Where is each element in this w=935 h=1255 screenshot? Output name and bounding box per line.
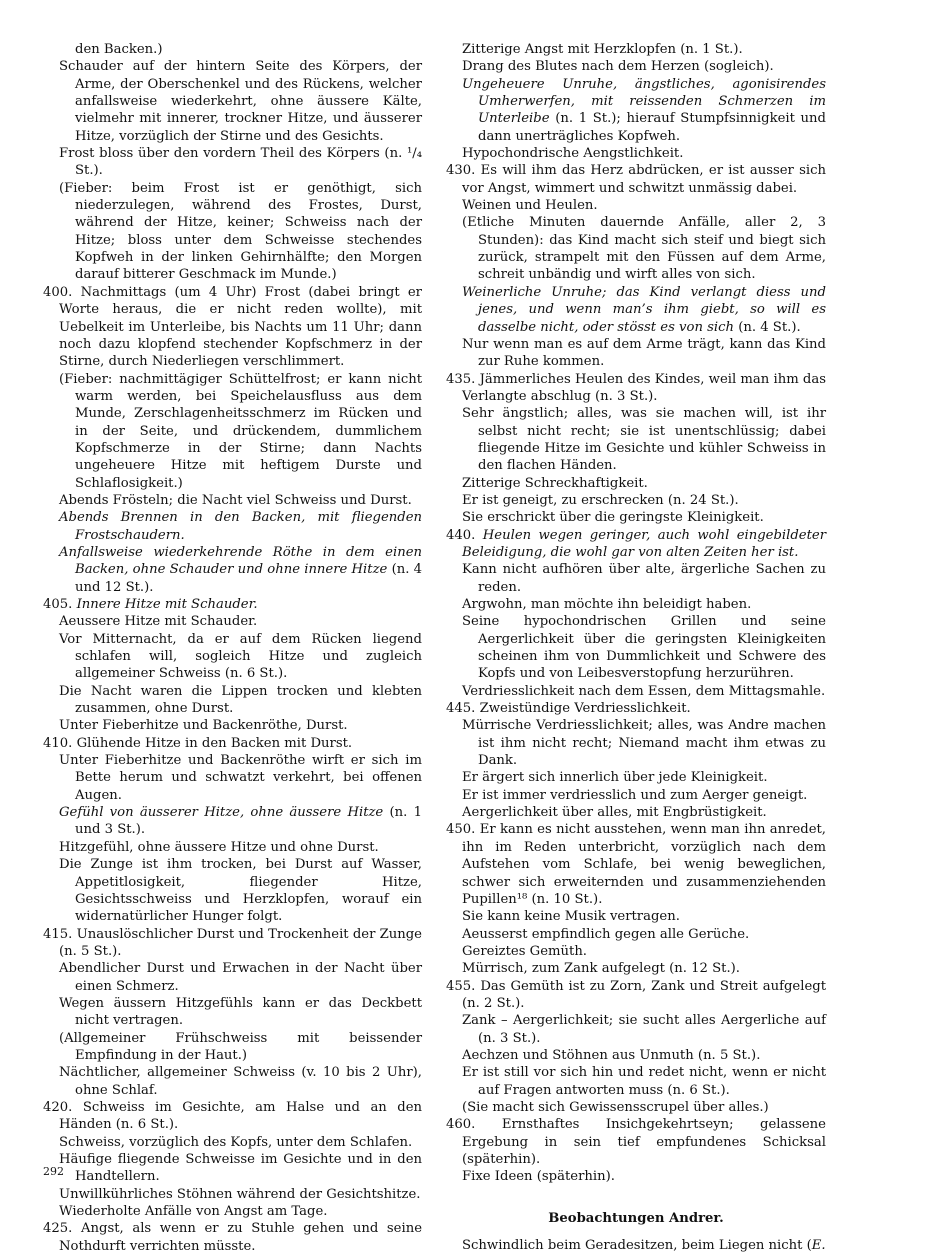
entry-text-italic: Anfallsweise wiederkehrende Röthe in dem einen Backen, ohne Schauder und ohne innere Hitze bbox=[59, 544, 422, 578]
entry bbox=[446, 162, 826, 197]
entry-text: Schauder auf der hintern Seite des Körpers, der Arme, der Oberschenkel und des Rückens, welcher anfallsweise wiederkehrt, ohne äussere Kälte, vielmehr mit innerer, trockner Hitze, und äusserer Hitze, vorzüglich der Stirne und des Gesichts. bbox=[59, 59, 422, 144]
entry-text: Gereiztes Gemüth. bbox=[462, 943, 587, 959]
entry-text: Schwindlich beim Geradesitzen, beim Liegen nicht ( bbox=[462, 1238, 812, 1254]
entry bbox=[446, 700, 826, 717]
entry-text: (Etliche Minuten dauernde Anfälle, aller 2, 3 Stunden): das Kind macht sich steif und biegt sich zurück, strampelt mit den Füssen auf dem Arme, schreit unbändig und wirft alles von sich. bbox=[462, 215, 826, 283]
entry-text: Unter Fieberhitze und Backenröthe, Durst. bbox=[59, 718, 348, 734]
page-number: 292 bbox=[43, 1165, 64, 1178]
entry-text: Er ärgert sich innerlich über jede Kleinigkeit. bbox=[462, 770, 768, 786]
entry bbox=[43, 856, 422, 925]
entry bbox=[43, 596, 422, 613]
entry-text: (Sie macht sich Gewissensscrupel über alles.) bbox=[462, 1099, 769, 1115]
entry-text-italic: E. bbox=[811, 1238, 826, 1254]
entry bbox=[446, 769, 826, 786]
entry bbox=[446, 475, 826, 492]
entry bbox=[43, 804, 422, 839]
entry-text: Zweistündige Verdriesslichkeit. bbox=[479, 701, 691, 717]
entry-text: Es will ihm das Herz abdrücken, er ist ausser sich vor Angst, wimmert und schwitzt unmässig dabei. bbox=[462, 163, 826, 196]
entry bbox=[446, 336, 826, 371]
entry bbox=[446, 197, 826, 214]
entry-number: 420. bbox=[43, 1099, 73, 1115]
entry-text: Er ist geneigt, zu erschrecken (n. 24 St.). bbox=[462, 492, 739, 508]
entry bbox=[43, 492, 422, 509]
entry-number: 415. bbox=[43, 926, 73, 942]
entry bbox=[43, 145, 422, 180]
entry bbox=[446, 1047, 826, 1064]
entry bbox=[43, 1220, 422, 1255]
entry-text: Argwohn, man möchte ihn beleidigt haben. bbox=[462, 597, 752, 612]
entry bbox=[446, 926, 826, 943]
entry bbox=[43, 1030, 422, 1065]
entry bbox=[446, 76, 826, 145]
entry bbox=[446, 145, 826, 162]
entry-text: Aeusserst empfindlich gegen alle Gerüche. bbox=[462, 926, 750, 942]
entry-text-italic: Abends Brennen in den Backen, mit fliegenden Frostschaudern. bbox=[59, 510, 422, 543]
entry-text: Unter Fieberhitze und Backenröthe wirft er sich im Bette herum und schwatzt verkehrt, bei offenen Augen. bbox=[59, 753, 422, 803]
after-heading-entries bbox=[446, 1237, 826, 1254]
entry bbox=[446, 943, 826, 960]
entry-text: Häufige fliegende Schweisse im Gesichte und in den Handtellern. bbox=[59, 1152, 422, 1185]
entry-text: (n. 4 St.). bbox=[734, 319, 801, 335]
entry bbox=[446, 717, 826, 769]
entry bbox=[43, 284, 422, 371]
entry bbox=[43, 613, 422, 630]
entry-number: 410. bbox=[43, 735, 73, 751]
section-heading: Beobachtungen Andrer. bbox=[548, 1210, 724, 1226]
entry-text-italic: Gefühl von äusserer Hitze, ohne äussere Hitze bbox=[59, 805, 384, 821]
entry-text: den Backen.) bbox=[75, 42, 163, 57]
entry-number: 445. bbox=[446, 701, 476, 717]
entry bbox=[43, 1151, 422, 1186]
entry-number: 455. bbox=[446, 978, 476, 994]
entry bbox=[43, 960, 422, 995]
entry-text: Zitterige Angst mit Herzklopfen (n. 1 St.). bbox=[462, 42, 743, 57]
entry-text: Er ist still vor sich hin und redet nicht, wenn er nicht auf Fragen antworten muss (n. 6 St.). bbox=[462, 1065, 826, 1098]
entry-text: Unauslöschlicher Durst und Trockenheit der Zunge (n. 5 St.). bbox=[59, 926, 422, 959]
entry-text: Sie erschrickt über die geringste Kleinigkeit. bbox=[462, 510, 764, 526]
entry-text: Sie kann keine Musik vertragen. bbox=[462, 909, 680, 925]
entry-text: Aechzen und Stöhnen aus Unmuth (n. 5 St.). bbox=[462, 1047, 761, 1063]
entry-text: Abends Frösteln; die Nacht viel Schweiss und Durst. bbox=[59, 492, 412, 508]
entry-text: Wiederholte Anfälle von Angst am Tage. bbox=[59, 1204, 328, 1220]
entry bbox=[43, 1134, 422, 1151]
entry bbox=[43, 926, 422, 961]
entry-text: Ernsthaftes Insichgekehrtseyn; gelassene Ergebung in sein tief empfundenes Schicksal (späterhin). bbox=[462, 1117, 826, 1167]
entry-number: 425. bbox=[43, 1221, 73, 1237]
entry-text: Abendlicher Durst und Erwachen in der Nacht über einen Schmerz. bbox=[59, 961, 422, 994]
entry-text: Die Zunge ist ihm trocken, bei Durst auf Wasser, Appetitlosigkeit, fliegender Hitze, Gesichtsschweiss und Herzklopfen, worauf ein widernatürlicher Hunger folgt. bbox=[59, 857, 422, 925]
entry-text-italic: Weinerliche Unruhe; das Kind verlangt diess und jenes, und wenn man’s ihm giebt, so will es dasselbe nicht, oder stösst es von sich bbox=[462, 284, 826, 335]
entry bbox=[43, 180, 422, 284]
entry bbox=[43, 544, 422, 596]
entry-text: Jämmerliches Heulen des Kindes, weil man ihm das Verlangte abschlug (n. 3 St.). bbox=[462, 371, 826, 404]
left-column bbox=[43, 41, 422, 1255]
entry bbox=[446, 908, 826, 925]
entry bbox=[446, 58, 826, 75]
entry-text: Schweiss, vorzüglich des Kopfs, unter dem Schlafen. bbox=[59, 1134, 413, 1150]
entry bbox=[43, 1099, 422, 1134]
right-column bbox=[446, 41, 826, 1254]
entry bbox=[43, 371, 422, 492]
entry bbox=[446, 371, 826, 406]
entry bbox=[43, 41, 422, 58]
entry-number: 435. bbox=[446, 371, 476, 387]
entry-text: Fixe Ideen (späterhin). bbox=[462, 1169, 615, 1185]
entry bbox=[43, 752, 422, 804]
entry-text: Frost bloss über den vordern Theil des Körpers (n. ¹/₄ St.). bbox=[59, 146, 422, 179]
entry bbox=[43, 717, 422, 734]
entry-text: (Allgemeiner Frühschweiss mit beissender Empfindung in der Haut.) bbox=[59, 1030, 422, 1063]
entry-text: Nachmittags (um 4 Uhr) Frost (dabei bringt er Worte heraus, die er nicht reden wollte), mit Uebelkeit im Unterleibe, bis Nachts um 11 Uhr; dann noch dazu klopfend stechender Kopfschmerz in der Stirne, durch Niederliegen verschlimmert. bbox=[59, 284, 422, 370]
entry-text: Mürrische Verdriesslichkeit; alles, was Andre machen ist ihm nicht recht; Niemand macht ihm etwas zu Dank. bbox=[462, 718, 826, 769]
entry-text: Angst, als wenn er zu Stuhle gehen und seine Nothdurft verrichten müsste. bbox=[59, 1221, 422, 1254]
entry bbox=[43, 58, 422, 145]
entry-text: (n. 1 und 3 St.). bbox=[75, 805, 422, 838]
entry bbox=[446, 1099, 826, 1116]
entry-text: (Fieber: beim Frost ist er genöthigt, sich niederzulegen, während des Frostes, Durst, während der Hitze, keiner; Schweiss nach der Hitze; bloss unter dem Schweisse stechendes Kopfweh in der linken Gehirnhälfte; den Morgen darauf bitterer Geschmack im Munde.) bbox=[59, 180, 422, 283]
entry bbox=[446, 527, 826, 562]
entry bbox=[446, 509, 826, 526]
entry-text-italic: Innere Hitze mit Schauder. bbox=[76, 597, 258, 612]
entry-text: Mürrisch, zum Zank aufgelegt (n. 12 St.). bbox=[462, 961, 740, 977]
entry bbox=[446, 1064, 826, 1099]
entry-text: (n. 1 St.); hierauf Stumpfsinnigkeit und dann unerträgliches Kopfweh. bbox=[478, 111, 826, 144]
entry bbox=[446, 613, 826, 682]
entry-text: Er kann es nicht ausstehen, wenn man ihn anredet, ihn im Reden unterbricht, vorzüglich nach dem Aufstehen vom Schlafe, bei wenig beweglichen, schwer sich erweiternden und zusammenziehenden Pupillen¹⁸ (n. 10 St.). bbox=[462, 822, 826, 907]
entry bbox=[43, 1064, 422, 1099]
entry bbox=[446, 561, 826, 596]
entry-text: Aeussere Hitze mit Schauder. bbox=[59, 614, 258, 630]
entry bbox=[43, 631, 422, 683]
entry bbox=[446, 1237, 826, 1254]
entry bbox=[43, 509, 422, 544]
entry bbox=[446, 41, 826, 58]
entry-text: (Fieber: nachmittägiger Schüttelfrost; er kann nicht warm werden, bei Speichelausfluss aus dem Munde, Zerschlagenheitsschmerz im Rücken und in der Seite, und drückendem, dummlichem Kopfschmerze in der Stirne; dann Nachts ungeheuere Hitze mit heftigem Durste und Schlaflosigkeit.) bbox=[59, 371, 422, 491]
entry-text: Schweiss im Gesichte, am Halse und an den Händen (n. 6 St.). bbox=[59, 1099, 422, 1133]
entry-text: Er ist immer verdriesslich und zum Aerger geneigt. bbox=[462, 787, 808, 803]
entry-text: Verdriesslichkeit nach dem Essen, dem Mittagsmahle. bbox=[462, 683, 826, 699]
entry-text: Aergerlichkeit über alles, mit Engbrüstigkeit. bbox=[462, 805, 767, 821]
entry-text-italic: Heulen wegen geringer, auch wohl eingebildeter Beleidigung, die wohl gar von alten Zeiten her ist. bbox=[462, 527, 827, 560]
entry-text: Glühende Hitze in den Backen mit Durst. bbox=[76, 735, 353, 751]
entry-text-italic: Ungeheuere Unruhe, ängstliches, agonisirendes Umherwerfen, mit reissenden Schmerzen im Unterleibe bbox=[462, 76, 826, 127]
entry-text: Hypochondrische Aengstlichkeit. bbox=[462, 146, 684, 162]
entry-number: 440. bbox=[446, 527, 476, 543]
entry-text: Kann nicht aufhören über alte, ärgerliche Sachen zu reden. bbox=[462, 562, 826, 595]
entry-number: 400. bbox=[43, 284, 73, 300]
entry-text: Zank – Aergerlichkeit; sie sucht alles Aergerliche auf (n. 3 St.). bbox=[462, 1013, 826, 1046]
entry bbox=[446, 492, 826, 509]
entry bbox=[446, 787, 826, 804]
entry bbox=[446, 405, 826, 474]
entry bbox=[446, 683, 826, 700]
entry bbox=[446, 1168, 826, 1185]
entry-text: Weinen und Heulen. bbox=[462, 198, 598, 214]
entry bbox=[446, 284, 826, 336]
entry bbox=[446, 960, 826, 977]
entry-text: (n. 4 und 12 St.). bbox=[75, 562, 423, 595]
entry-text: Nur wenn man es auf dem Arme trägt, kann das Kind zur Ruhe kommen. bbox=[462, 336, 826, 370]
entry bbox=[43, 1186, 422, 1203]
entry-text: Die Nacht waren die Lippen trocken und klebten zusammen, ohne Durst. bbox=[59, 683, 422, 717]
entry-number: 460. bbox=[446, 1117, 476, 1133]
entry-text: Vor Mitternacht, da er auf dem Rücken liegend schlafen will, sogleich Hitze und zugleich allgemeiner Schweiss (n. 6 St.). bbox=[59, 631, 422, 682]
entry bbox=[446, 1116, 826, 1168]
entry-text: Unwillkührliches Stöhnen während der Gesichtshitze. bbox=[59, 1186, 421, 1202]
entry-text: Drang des Blutes nach dem Herzen (sogleich). bbox=[462, 59, 774, 75]
entry-text: Seine hypochondrischen Grillen und seine Aergerlichkeit über die geringsten Kleinigkeiten scheinen ihm von Dummlichkeit und Schwere des Kopfs und von Leibesverstopfung herzurühren. bbox=[462, 614, 826, 682]
entry bbox=[446, 214, 826, 283]
entry-number: 450. bbox=[446, 822, 476, 838]
entry-text: Zitterige Schreckhaftigkeit. bbox=[462, 475, 648, 491]
entry bbox=[446, 804, 826, 821]
entry bbox=[43, 1203, 422, 1220]
entry bbox=[43, 683, 422, 718]
entry bbox=[43, 995, 422, 1030]
entry bbox=[43, 839, 422, 856]
entry-number: 405. bbox=[43, 597, 73, 612]
entry bbox=[43, 735, 422, 752]
entry bbox=[446, 978, 826, 1013]
entry-text: Sehr ängstlich; alles, was sie machen will, ist ihr selbst nicht recht; sie ist unentschlüssig; dabei fliegende Hitze im Gesichte und kühler Schweiss in den flachen Händen. bbox=[462, 406, 826, 474]
entry-text: Wegen äussern Hitzgefühls kann er das Deckbett nicht vertragen. bbox=[59, 995, 422, 1029]
entry-text: Das Gemüth ist zu Zorn, Zank und Streit aufgelegt (n. 2 St.). bbox=[462, 978, 826, 1011]
entry-number: 430. bbox=[446, 163, 476, 179]
entry bbox=[446, 596, 826, 613]
entry-text: Hitzgefühl, ohne äussere Hitze und ohne Durst. bbox=[59, 839, 379, 855]
right-entries bbox=[446, 41, 826, 1186]
entry-text: Nächtlicher, allgemeiner Schweiss (v. 10 bis 2 Uhr), ohne Schlaf. bbox=[59, 1065, 422, 1098]
entry bbox=[446, 1012, 826, 1047]
entry bbox=[446, 821, 826, 908]
